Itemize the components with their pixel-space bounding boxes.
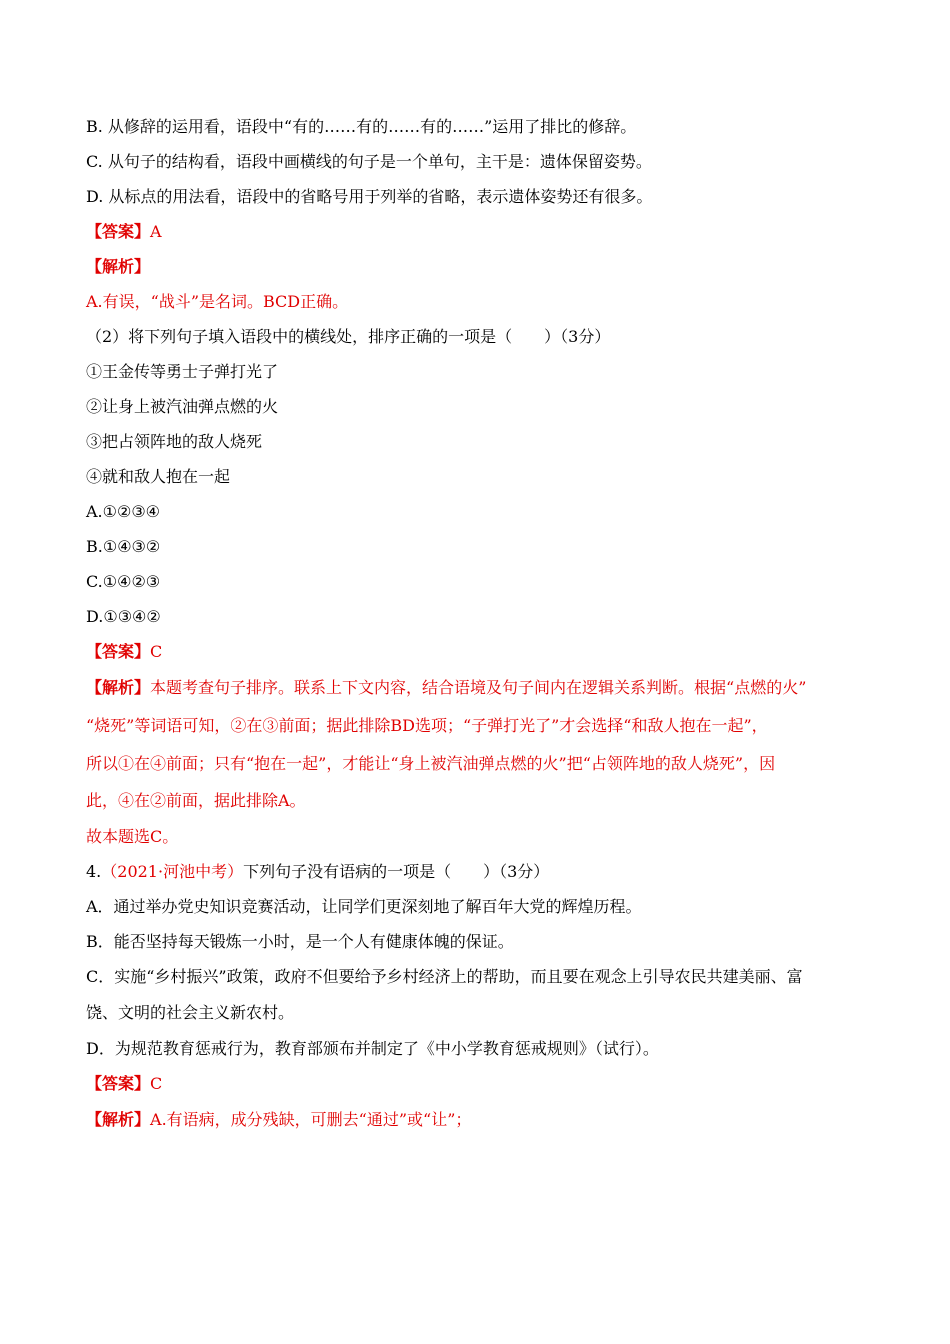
answer-tag: 【答案】: [86, 222, 151, 241]
analysis-tag: 【解析】: [86, 678, 151, 697]
analysis-line-3: 所以①在④前面；只有“抱在一起”，才能让“身上被汽油弹点燃的火”把“占领阵地的敌人烧死”，因: [86, 754, 776, 773]
option-c: C. 从句子的结构看，语段中画横线的句子是一个单句，主干是：遗体保留姿势。: [86, 152, 652, 171]
answer-value: C: [150, 1074, 163, 1093]
q4-option-c-line-2: 饶、文明的社会主义新农村。: [86, 1003, 295, 1022]
option-b: B. 从修辞的运用看，语段中“有的……有的……有的……”运用了排比的修辞。: [86, 117, 637, 136]
analysis-line: [86, 1109, 471, 1131]
order-option-d: D.①③④②: [86, 607, 161, 626]
q4-option-c-line-1: C．实施“乡村振兴”政策，政府不但要给予乡村经济上的帮助，而且要在观念上引导农民共建美丽、富: [86, 967, 803, 986]
question-text: 下列句子没有语病的一项是（ ）（3分）: [243, 862, 550, 881]
answer-line: [86, 221, 162, 243]
answer-value: C: [150, 642, 163, 661]
option-d: D. 从标点的用法看，语段中的省略号用于列举的省略，表示遗体姿势还有很多。: [86, 187, 653, 206]
analysis-line-1: [86, 677, 806, 699]
sentence-2: ②让身上被汽油弹点燃的火: [86, 397, 279, 416]
analysis-line-2: “烧死”等词语可知，②在③前面；据此排除BD选项；“子弹打光了”才会选择“和敌人抱在一起”，: [86, 716, 768, 735]
sentence-4: ④就和敌人抱在一起: [86, 467, 231, 486]
conclusion-line: 故本题选C。: [86, 827, 179, 846]
question-stem: （2）将下列句子填入语段中的横线处，排序正确的一项是（ ）（3分）: [86, 327, 611, 346]
q4-option-d: D．为规范教育惩戒行为，教育部颁布并制定了《中小学教育惩戒规则》（试行）。: [86, 1039, 659, 1058]
question-4-stem: [86, 861, 549, 883]
q4-option-a: A．通过举办党史知识竞赛活动，让同学们更深刻地了解百年大党的辉煌历程。: [86, 897, 642, 916]
sentence-1: ①王金传等勇士子弹打光了: [86, 362, 279, 381]
sentence-3: ③把占领阵地的敌人烧死: [86, 432, 263, 451]
analysis-text: A.有语病，成分残缺，可删去“通过”或“让”；: [150, 1110, 472, 1129]
analysis-line-4: 此，④在②前面，据此排除A。: [86, 791, 306, 810]
answer-value: A: [150, 222, 162, 241]
answer-tag: 【答案】: [86, 642, 151, 661]
analysis-tag: 【解析】: [86, 1110, 151, 1129]
answer-line: [86, 1073, 162, 1095]
analysis-text: 本题考查句子排序。联系上下文内容，结合语境及句子间内在逻辑关系判断。根据“点燃的火”: [150, 678, 807, 697]
answer-line: [86, 641, 162, 663]
question-source: （2021·河池中考）: [101, 862, 244, 881]
q4-option-b: B．能否坚持每天锻炼一小时，是一个人有健康体魄的保证。: [86, 932, 514, 951]
analysis-tag: [86, 256, 150, 278]
question-number: 4.: [86, 862, 102, 881]
analysis-tag-label: 【解析】: [86, 257, 151, 276]
order-option-c: C.①④②③: [86, 572, 161, 591]
answer-tag: 【答案】: [86, 1074, 151, 1093]
analysis-text: A.有误，“战斗”是名词。BCD正确。: [86, 292, 349, 311]
order-option-a: A.①②③④: [86, 502, 161, 521]
order-option-b: B.①④③②: [86, 537, 161, 556]
